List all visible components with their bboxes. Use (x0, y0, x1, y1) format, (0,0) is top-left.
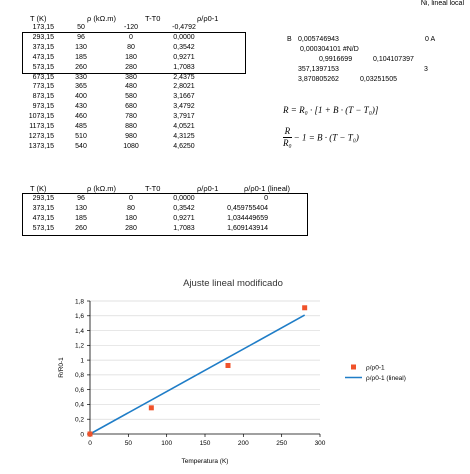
y-tick-label: 0,8 (74, 372, 84, 380)
table1-cell: -0,4792 (172, 24, 196, 31)
table2-row (2, 224, 268, 234)
table1-header-t: T (K) (30, 14, 47, 23)
table1-row (2, 92, 210, 102)
table2-cell: 0,459755404 (227, 204, 268, 212)
table2-cell: 473,15 (32, 214, 54, 222)
legend-marker-swatch (351, 365, 356, 370)
data-point-marker (226, 363, 231, 368)
table1-row (2, 73, 210, 83)
table1-cell: 1,7083 (173, 63, 195, 71)
x-tick-label: 300 (314, 440, 326, 447)
table2-cell: 1,034449659 (227, 214, 268, 222)
table1-row (2, 23, 210, 33)
table1-cell: 430 (75, 103, 87, 111)
table2-cell: 260 (75, 224, 87, 232)
table1-cell: 773,15 (32, 83, 54, 91)
reg-b-value (298, 36, 339, 43)
reg-label-0a: 0 A (425, 36, 436, 43)
table2-cell: 1,609143914 (227, 224, 268, 232)
table1-cell: 540 (75, 142, 87, 150)
y-tick-label: 0,4 (74, 401, 84, 409)
chart-title: Ajuste lineal modificado (183, 278, 283, 289)
table1-cell: 460 (75, 113, 87, 121)
table1-cell: 293,15 (32, 33, 54, 41)
table1-cell: 130 (75, 43, 87, 51)
x-axis-label: Temperatura (K) (181, 458, 229, 465)
table1-cell: 3,1667 (173, 93, 195, 101)
corner-label: Ni, lineal local (420, 0, 464, 7)
table1-cell: 3,7917 (173, 113, 195, 121)
table1-cell: 973,15 (32, 103, 54, 111)
chart (0, 270, 470, 474)
table1-cell: 0,9271 (173, 53, 195, 61)
table1 (2, 23, 210, 152)
table2-header-ratio: ρ/ρ0-1 (197, 184, 219, 193)
table1-row (2, 33, 210, 43)
table1-cell: 1073,15 (28, 113, 54, 121)
table1-row (2, 112, 210, 122)
table1-cell: 673,15 (32, 73, 54, 81)
table1-header-rho: ρ (kΩ.m) (87, 14, 117, 23)
data-point-marker (149, 405, 154, 410)
table2-header-t: T (K) (30, 184, 47, 193)
table2-cell: 0 (264, 195, 268, 202)
legend-entry-label: ρ/ρ0-1 (366, 364, 385, 372)
table1-cell: 80 (127, 43, 135, 51)
x-tick-label: 50 (124, 440, 132, 447)
x-tick-label: 0 (88, 440, 92, 447)
data-point-marker (88, 432, 93, 437)
table1-cell: 880 (125, 123, 137, 131)
reg-row3a: 0,9916699 (319, 56, 353, 63)
table2-cell: 80 (127, 204, 135, 212)
table2-header-lineal: ρ/ρ0-1 (lineal) (244, 184, 291, 193)
table1-cell: 0 (129, 33, 133, 41)
table1-cell: 50 (77, 24, 85, 31)
table1-cell: 873,15 (32, 93, 54, 101)
table1-row (2, 102, 210, 112)
table1-row (2, 142, 210, 152)
reg-row5a: 3,870805262 (298, 76, 339, 83)
table2-cell: 96 (77, 195, 85, 202)
table1-cell: 510 (75, 132, 87, 140)
table1-cell: -120 (123, 24, 138, 31)
table1-cell: 173,15 (32, 24, 54, 31)
y-tick-label: 1 (80, 357, 84, 365)
table1-row (2, 53, 210, 63)
table1-row (2, 122, 210, 132)
reg-row5b: 0,03251505 (360, 76, 397, 83)
table2-header-tt0: T-T0 (145, 184, 161, 193)
table2 (2, 194, 268, 234)
y-tick-label: 1,2 (74, 342, 84, 350)
reg-row4a: 357,1397153 (298, 66, 339, 73)
table1-row (2, 43, 210, 53)
table2-cell: 0,0000 (173, 195, 195, 202)
table2-cell: 130 (75, 204, 87, 212)
y-tick-label: 0,2 (74, 416, 84, 424)
table1-cell: 485 (75, 123, 87, 131)
table1-cell: 0,3542 (173, 43, 195, 51)
x-tick-label: 250 (276, 440, 288, 447)
table1-cell: 1273,15 (28, 132, 54, 140)
reg-label-b: B (287, 36, 292, 43)
table2-row (2, 214, 268, 224)
y-tick-label: 1,6 (74, 313, 84, 321)
table2-cell: 280 (125, 224, 137, 232)
reg-b-value-suffix: 46943 (319, 36, 339, 43)
reg-b-value-main: 0,0057 (298, 36, 320, 43)
table1-header-tt0: T-T0 (145, 14, 161, 23)
table1-cell: 580 (125, 93, 137, 101)
table2-cell: 1,7083 (173, 224, 195, 232)
table1-cell: 780 (125, 113, 137, 121)
table2-header-rho: ρ (kΩ.m) (87, 184, 117, 193)
reg-row4b: 3 (424, 66, 428, 73)
table1-cell: 2,4375 (173, 73, 195, 81)
eq2-fraction (283, 126, 292, 149)
table1-cell: 680 (125, 103, 137, 111)
table2-cell: 0 (129, 195, 133, 202)
table1-cell: 380 (125, 73, 137, 81)
table2-row (2, 194, 268, 204)
chart-background (0, 270, 470, 474)
table1-cell: 96 (77, 33, 85, 41)
reg-row2: 0,000304101 #N/D (300, 46, 359, 53)
table1-cell: 480 (125, 83, 137, 91)
eq2-rest: − 1 = B · (T − T₀) (293, 132, 359, 143)
y-tick-label: 0 (80, 431, 84, 439)
table1-cell: 4,3125 (173, 132, 195, 140)
table2-row (2, 204, 268, 214)
table1-cell: 4,6250 (173, 142, 195, 150)
table2-cell: 0,3542 (173, 204, 195, 212)
table1-cell: 0,0000 (173, 33, 195, 41)
table1-cell: 400 (75, 93, 87, 101)
table1-cell: 180 (125, 53, 137, 61)
table1-cell: 473,15 (32, 53, 54, 61)
x-tick-label: 200 (237, 440, 249, 447)
table1-row (2, 82, 210, 92)
table1-cell: 185 (75, 53, 87, 61)
data-point-marker (302, 305, 307, 310)
y-axis-label: R/R0-1 (58, 357, 65, 378)
table1-cell: 4,0521 (173, 123, 195, 131)
table1-cell: 330 (75, 73, 87, 81)
x-tick-label: 150 (199, 440, 211, 447)
equation-2 (283, 126, 359, 149)
table1-cell: 1080 (123, 142, 139, 150)
y-tick-label: 1,8 (74, 298, 84, 306)
table1-cell: 365 (75, 83, 87, 91)
table2-cell: 180 (125, 214, 137, 222)
table1-row (2, 63, 210, 73)
table2-cell: 185 (75, 214, 87, 222)
table1-cell: 3,4792 (173, 103, 195, 111)
reg-row3b: 0,104107397 (373, 56, 414, 63)
table1-cell: 280 (125, 63, 137, 71)
equation-1: R = R₀ · [1 + B · (T − T₀)] (283, 105, 379, 115)
table1-row (2, 132, 210, 142)
table1-cell: 1373,15 (28, 142, 54, 150)
y-tick-label: 0,6 (74, 386, 84, 394)
x-tick-label: 100 (161, 440, 173, 447)
table1-cell: 980 (125, 132, 137, 140)
table2-cell: 373,15 (32, 204, 54, 212)
table1-cell: 260 (75, 63, 87, 71)
eq2-num: R (284, 126, 291, 136)
eq2-den: R₀ (283, 138, 292, 148)
table2-cell: 293,15 (32, 195, 54, 202)
legend-entry-label: ρ/ρ0-1 (lineal) (366, 374, 406, 382)
table2-cell: 0,9271 (173, 214, 195, 222)
table1-cell: 373,15 (32, 43, 54, 51)
table1-cell: 1173,15 (29, 123, 54, 131)
y-tick-label: 1,4 (74, 327, 84, 335)
table1-cell: 2,8021 (173, 83, 195, 91)
table1-cell: 573,15 (32, 63, 54, 71)
table1-header-ratio: ρ/ρ0-1 (197, 14, 219, 23)
table2-cell: 573,15 (32, 224, 54, 232)
